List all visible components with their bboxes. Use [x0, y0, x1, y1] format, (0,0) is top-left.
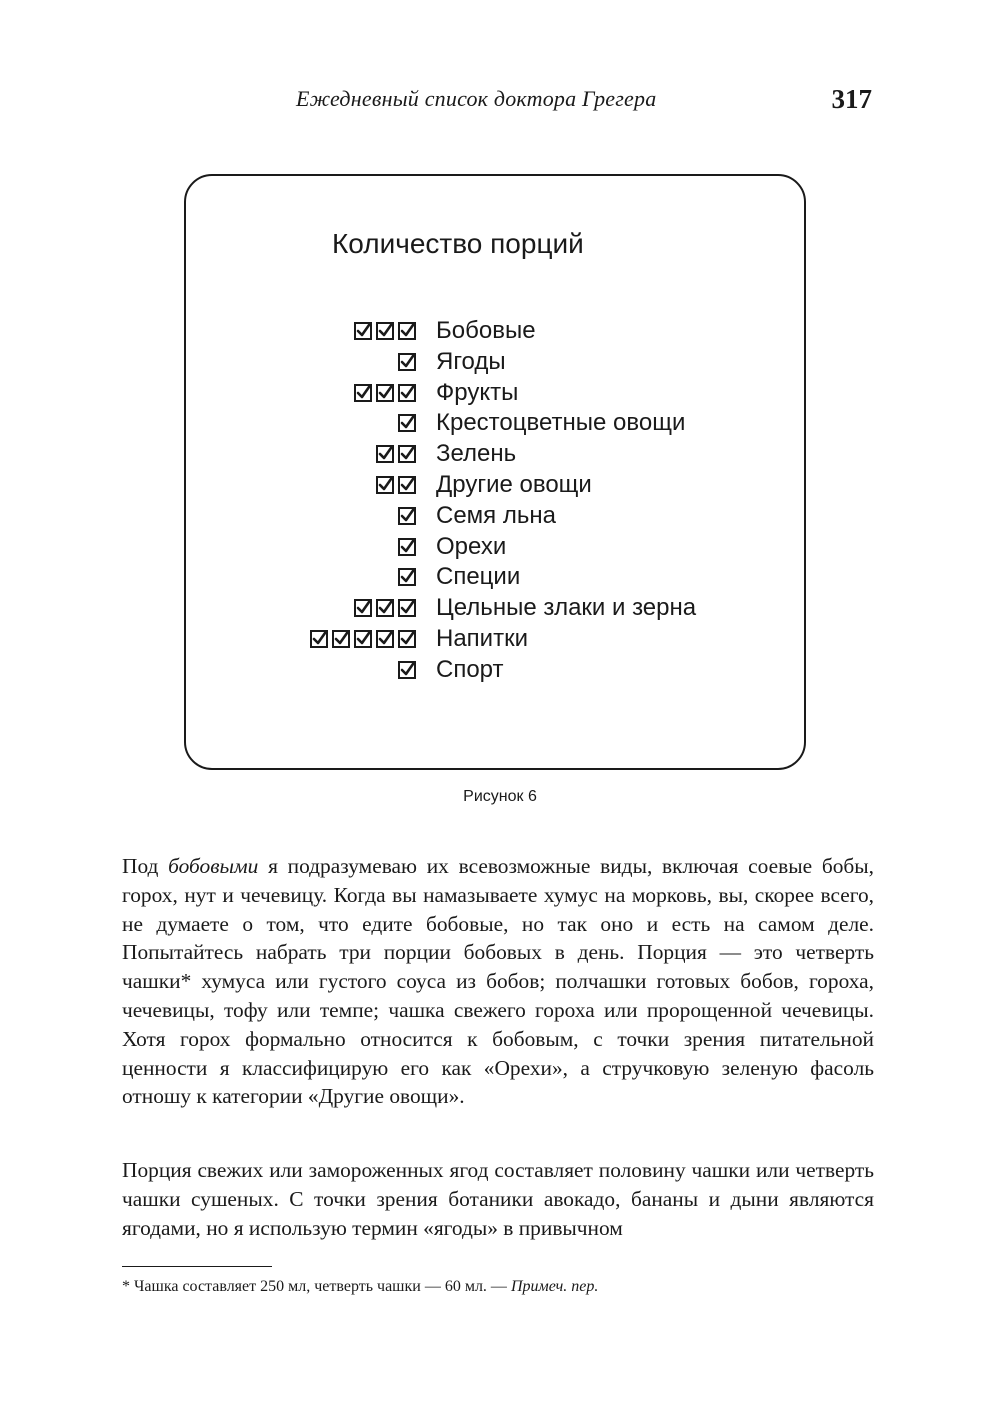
checked-box-icon — [398, 353, 416, 371]
servings-row — [186, 439, 804, 470]
checked-box-icon — [376, 599, 394, 617]
checked-box-icon — [354, 384, 372, 402]
servings-checkboxes — [398, 568, 416, 586]
checked-box-icon — [332, 630, 350, 648]
servings-checkboxes — [310, 630, 416, 648]
checked-box-icon — [398, 322, 416, 340]
servings-row — [186, 655, 804, 686]
servings-checkboxes — [398, 414, 416, 432]
para1-intro: Под — [122, 854, 169, 878]
servings-row — [186, 470, 804, 501]
servings-checkboxes — [398, 507, 416, 525]
figure-caption: Рисунок 6 — [463, 788, 537, 805]
checked-box-icon — [310, 630, 328, 648]
servings-checkboxes — [376, 445, 416, 463]
checked-box-icon — [354, 630, 372, 648]
servings-row — [186, 532, 804, 563]
checked-box-icon — [398, 384, 416, 402]
servings-checkboxes — [354, 322, 416, 340]
checked-box-icon — [376, 445, 394, 463]
page-number: 317 — [831, 84, 872, 114]
checked-box-icon — [398, 507, 416, 525]
servings-row — [186, 316, 804, 347]
running-title: Ежедневный список доктора Грегера — [296, 86, 657, 111]
servings-checkboxes — [398, 538, 416, 556]
footnote-text: * Чашка составляет 250 мл, четверть чашки — 60 мл. — — [122, 1278, 511, 1295]
category-label: Бобовые — [436, 317, 536, 344]
category-label: Цельные злаки и зерна — [436, 594, 697, 622]
servings-row — [186, 562, 804, 593]
checked-box-icon — [398, 476, 416, 494]
checked-box-icon — [354, 322, 372, 340]
category-label: Крестоцветные овощи — [436, 409, 686, 437]
category-label: Специи — [436, 563, 521, 591]
servings-row — [186, 624, 804, 655]
category-label: Семя льна — [436, 501, 556, 529]
checked-box-icon — [398, 661, 416, 679]
figure-title: Количество порций — [332, 228, 584, 259]
checked-box-icon — [398, 568, 416, 586]
body-paragraph-1 — [122, 852, 874, 1111]
servings-checkboxes — [398, 353, 416, 371]
checked-box-icon — [354, 599, 372, 617]
servings-row — [186, 378, 804, 409]
category-label: Другие овощи — [436, 470, 592, 498]
servings-row — [186, 501, 804, 532]
para1-emphasis: бобовыми — [168, 854, 259, 878]
servings-checkboxes — [354, 384, 416, 402]
checked-box-icon — [398, 414, 416, 432]
checked-box-icon — [376, 322, 394, 340]
servings-checkboxes — [376, 476, 416, 494]
footnote — [122, 1276, 874, 1298]
body-paragraph-2: Порция свежих или замороженных ягод составляет половину чашки или четверть чашки сушеных. С точки зрения ботаники авокадо, бананы и дыни являются ягодами, но я использую термин «ягоды» в привычном — [122, 1158, 874, 1240]
servings-checkboxes — [354, 599, 416, 617]
checked-box-icon — [376, 630, 394, 648]
checked-box-icon — [398, 599, 416, 617]
checked-box-icon — [376, 384, 394, 402]
footnote-rule — [122, 1266, 272, 1267]
category-label: Спорт — [436, 655, 504, 683]
para1-rest: я подразумеваю их всевозможные виды, включая соевые бобы, горох, нут и чечевицу. Когда вы намазываете хумус на морковь, вы, скорее всего, не думаете о том, что едите бобовые, но так оно и есть на самом деле. Попытайтесь набрать три порции бобовых в день. Порция — это четверть чашки* хумуса или густого соуса из бобов; полчашки готовых бобов, гороха, чечевицы, тофу или темпе; чашка свежего гороха или пророщенной чечевицы. Хотя горох формально относится к бобовым, с точки зрения питательной ценности я классифицирую его как «Орехи», а стручковую зеленую фасоль отношу к категории «Другие овощи». — [122, 854, 875, 1109]
checked-box-icon — [376, 476, 394, 494]
servings-figure — [184, 174, 806, 770]
servings-row — [186, 347, 804, 378]
category-label: Напитки — [436, 624, 528, 652]
checked-box-icon — [398, 630, 416, 648]
checked-box-icon — [398, 538, 416, 556]
category-label: Орехи — [436, 532, 507, 560]
servings-checkboxes — [398, 661, 416, 679]
category-label: Фрукты — [436, 378, 519, 406]
checked-box-icon — [398, 445, 416, 463]
footnote-emphasis: Примеч. пер. — [510, 1278, 599, 1295]
servings-list — [186, 316, 804, 686]
category-label: Зелень — [436, 440, 517, 468]
category-label: Ягоды — [436, 347, 506, 375]
servings-row — [186, 408, 804, 439]
servings-row — [186, 593, 804, 624]
